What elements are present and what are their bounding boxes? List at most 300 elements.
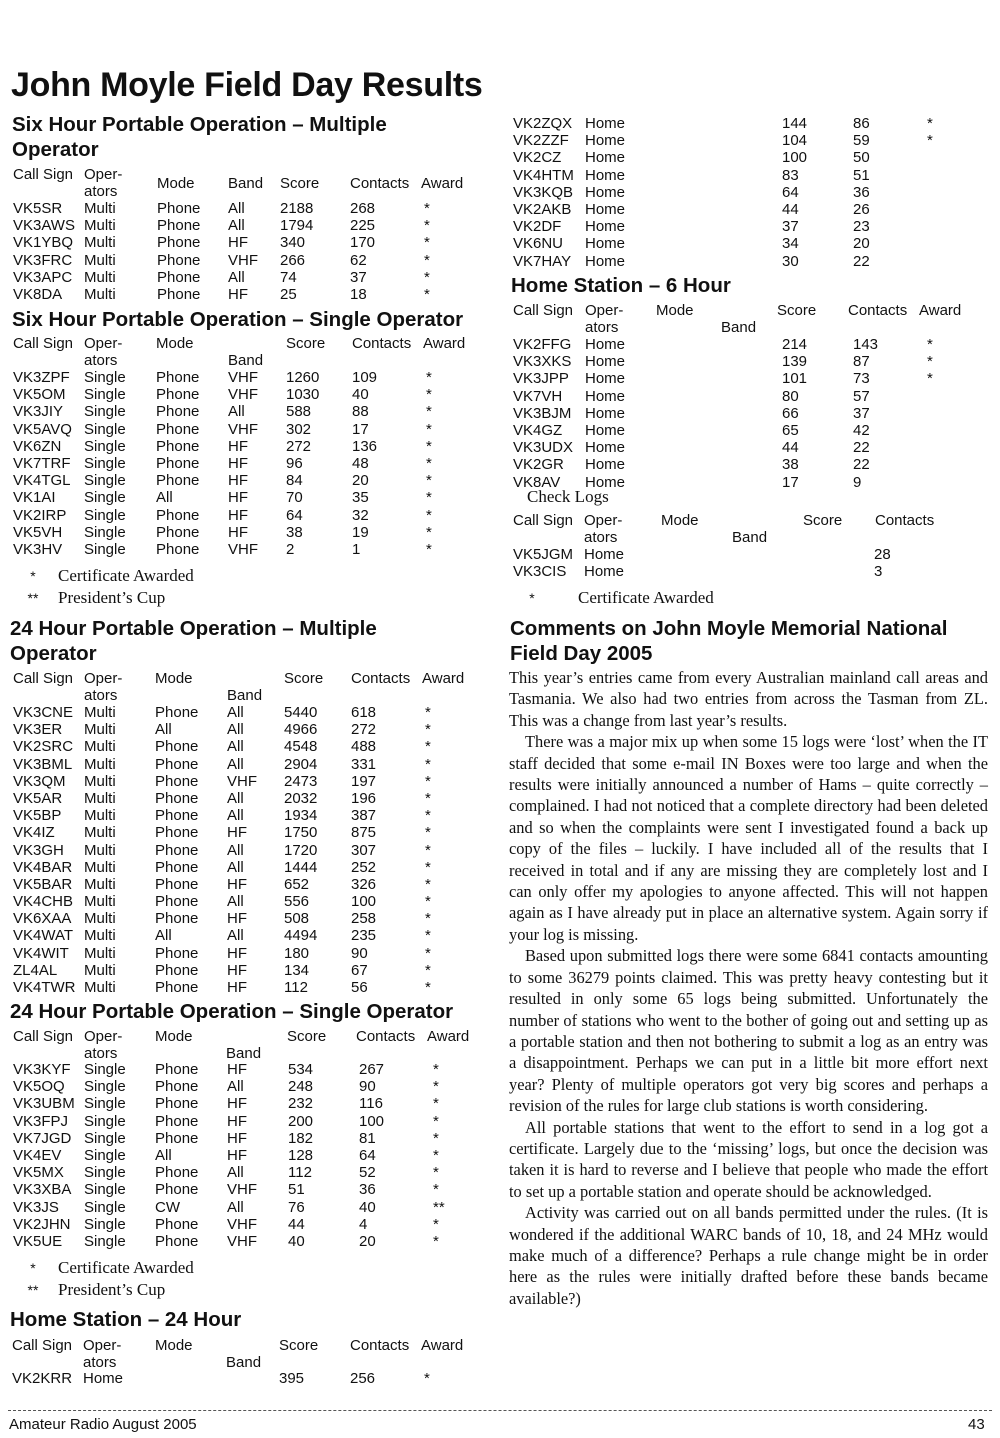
cell-score: 5440 [284,704,318,721]
cell-award: * [425,979,431,996]
cell-mode [660,115,743,132]
cell-operators: Multi [84,927,116,945]
cell-operators: Multi [84,268,116,286]
table-row [13,1095,463,1112]
cell-contacts: 252 [351,858,377,876]
footer-divider [8,1410,992,1411]
cell-score: 44 [288,1215,305,1233]
cell-callsign: VK7VH [513,387,563,405]
cell-contacts: 35 [352,489,369,507]
cell-score: 74 [280,268,297,286]
table-row [13,403,456,420]
cell-band [743,149,782,166]
col-header-callsign: Call Sign [513,302,574,319]
table-row [513,218,957,235]
cell-contacts: 235 [351,927,377,945]
cell-award: * [426,437,432,455]
table-row [13,369,456,386]
table-row [13,910,455,927]
col-header-score: Score [279,1337,319,1354]
col-header-contacts: Contacts [356,1028,416,1045]
cell-award: * [433,1215,439,1233]
cell-callsign: VK3KYF [13,1061,71,1078]
table-row [513,439,957,456]
cell-award: * [425,944,431,962]
col-header-operators: Oper- ators [84,1028,123,1062]
cell-award: * [426,369,432,386]
cell-contacts: 100 [351,893,377,911]
cell-operators: Home [585,218,626,236]
cell-award: * [927,115,933,132]
cell-contacts: 40 [359,1198,376,1216]
cell-callsign: VK6NU [513,235,564,253]
cell-contacts: 100 [359,1112,385,1130]
cell-mode: Phone [156,472,200,490]
cell-callsign: VK5VH [13,523,63,541]
cell-award: * [433,1146,439,1164]
cell-contacts: 59 [853,132,870,150]
cell-contacts: 136 [352,437,378,455]
cell-contacts: 26 [853,200,870,218]
cell-operators: Home [585,183,626,201]
cell-award: * [424,200,430,217]
col-header-score: Score [777,302,817,319]
cell-score: 25 [280,285,297,303]
cell-award: * [424,251,430,269]
table-row [513,184,957,201]
cell-callsign: VK3JS [13,1198,59,1216]
cell-callsign: VK5SR [13,200,63,217]
comments-body [509,667,988,1309]
cell-band [743,474,782,491]
cell-award: * [927,353,933,371]
page-title: John Moyle Field Day Results [11,66,483,104]
cell-operators: Multi [84,789,116,807]
table-row [513,456,957,473]
cell-callsign: VK3ER [13,721,63,739]
cell-mode: Phone [157,285,201,303]
cell-band: All [227,807,244,825]
cell-band: HF [228,234,248,252]
cell-award: * [426,523,432,541]
cell-award [924,184,957,201]
cell-award: * [426,403,432,421]
cell-callsign: VK7TRF [13,454,71,472]
cell-award: * [426,386,432,404]
legend-certificate [8,1257,194,1279]
cell-mode [660,149,743,166]
cell-operators: Multi [84,893,116,911]
cell-award: * [426,540,432,558]
cell-award: * [433,1232,439,1250]
cell-contacts: 90 [359,1078,376,1096]
comments-title: Comments on John Moyle Memorial National Field Day 2005 [510,617,948,665]
cell-score: 652 [284,875,310,893]
cell-callsign: VK5OM [13,386,66,404]
table-row [513,405,957,422]
col-header-mode: Mode [661,512,699,529]
cell-award [924,167,957,184]
col-header-callsign: Call Sign [13,166,74,183]
cell-callsign: VK5UE [13,1232,63,1250]
cell-callsign: VK4WAT [13,927,74,945]
cell-contacts: 40 [352,386,369,404]
table-row [513,546,914,563]
cell-score: 4966 [284,721,318,739]
cell-contacts: 225 [350,217,376,235]
comment-paragraph: There was a major mix up when some 15 logs were ‘lost’ when the IT staff decided that some e-mail IN Boxes were too large and when the results were initially announced a number of Hams – quite correctly – complained. I had not noticed that a complete directory had been deleted and so when the complaints were sent I investigated found a back up copy of the files – luckily. I have included all of the results that I received in total and if any are missing they are completely lost and I can only offer my apologies to anyone affected. This will not happen again as I have already put in place an alternative system. Again sorry if your log is missing. [509,732,988,944]
cell-band: HF [227,1112,247,1130]
cell-score: 40 [288,1232,305,1250]
cell-mode: All [155,1146,172,1164]
cell-operators: Multi [84,285,116,303]
cell-operators: Home [585,456,626,474]
section-title-24-hour-multi: 24 Hour Portable Operation – Multiple Operator [10,617,377,665]
cell-operators: Home [585,115,626,132]
cell-score: 101 [782,370,808,388]
cell-callsign: VK4TGL [13,472,71,490]
cell-score: 64 [782,183,799,201]
cell-mode: Phone [156,369,200,386]
cell-contacts: 17 [352,420,369,438]
cell-callsign: VK4HTM [513,166,574,184]
results-table-home-6-hour [513,336,957,491]
cell-award: * [433,1061,439,1078]
cell-band: All [227,858,244,876]
cell-band: HF [227,875,247,893]
cell-mode [660,336,743,353]
table-row [513,563,914,580]
cell-mode [660,405,743,422]
col-header-contacts: Contacts [351,670,411,687]
cell-callsign: VK3CIS [513,563,567,581]
cell-operators: Multi [84,875,116,893]
table-row [513,336,957,353]
cell-band [743,184,782,201]
results-table-check-logs [513,546,914,580]
cell-award: * [927,132,933,150]
cell-band: VHF [228,386,258,404]
legend-certificate [8,565,194,587]
col-header-operators: Oper- ators [584,512,623,546]
table-row [13,455,456,472]
cell-operators: Home [585,132,626,150]
cell-score: 38 [286,523,303,541]
cell-contacts: 48 [352,454,369,472]
cell-band: HF [227,1146,247,1164]
cell-award: * [425,910,431,928]
cell-operators: Home [585,353,626,371]
cell-award: * [433,1078,439,1096]
cell-operators: Multi [84,772,116,790]
cell-band: HF [227,910,247,928]
cell-award: * [425,841,431,859]
cell-operators: Multi [84,841,116,859]
table-row [13,541,456,558]
cell-score: 340 [280,234,306,252]
cell-callsign: VK2CZ [513,149,562,167]
comment-paragraph: Based upon submitted logs there were some 6841 contacts amounting to some 36279 points claimed. This was pretty heavy contesting but it resulted in only some 65 logs being submitted. Unfortunately the number of stations who went to the bother of going out and setting up as a portable station and then not bothering to submit a log as an entry was a disappointment. Perhaps we can put in a little bit more effort next year? Plenty of multiple operators got very big scores and perhaps a revision of the rules for large club stations is worth considering. [509,946,988,1116]
cell-band [743,456,782,473]
table-row [513,235,957,252]
cell-band: All [227,927,244,945]
cell-operators: Single [84,1061,126,1078]
cell-callsign: VK3BJM [513,404,572,422]
cell-award [924,235,957,252]
cell-band [743,422,782,439]
col-header-score: Score [284,670,324,687]
cell-contacts: 18 [350,285,367,303]
cell-callsign: VK2JHN [13,1215,71,1233]
cell-score: 200 [288,1112,314,1130]
col-header-award: Award [421,175,464,192]
cell-callsign: VK5MX [13,1164,64,1182]
cell-operators: Multi [84,755,116,773]
cell-score: 395 [279,1370,305,1387]
table-row [13,721,455,738]
cell-callsign: VK6XAA [13,910,72,928]
cell-band: All [228,403,245,421]
section-title-six-hour-multi: Six Hour Portable Operation – Multiple Operator [12,113,387,161]
cell-band: All [227,1078,244,1096]
cell-band: HF [228,506,248,524]
cell-contacts: 73 [853,370,870,388]
cell-operators: Home [585,404,626,422]
cell-band: HF [227,824,247,842]
cell-score: 180 [284,944,310,962]
cell-operators: Home [585,149,626,167]
cell-score: 37 [782,218,799,236]
cell-band: All [227,1164,244,1182]
cell-callsign: VK3XKS [513,353,572,371]
comment-paragraph: Activity was carried out on all bands permitted under the rules. (It is wondered if the additional WARC bands of 10, 18, and 24 MHz would make much of a difference? Perhaps a rule change might be in order here as the rules were initially drafted before these bands became available?) [509,1203,988,1308]
cell-operators: Single [84,1164,126,1182]
cell-operators: Multi [84,858,116,876]
legend-presidents-cup [8,587,165,609]
section-title-home-6-hour: Home Station – 6 Hour [511,274,731,297]
cell-callsign: VK8DA [13,285,63,303]
cell-operators: Single [84,386,126,404]
cell-mode: Phone [155,875,199,893]
col-header-band: Band [226,1045,262,1062]
cell-score: 2904 [284,755,318,773]
cell-contacts: 36 [853,183,870,201]
cell-callsign: VK6ZN [13,437,62,455]
cell-operators: Single [84,454,126,472]
col-header-operators: Oper- ators [84,335,123,369]
cell-callsign: VK2SRC [13,738,74,756]
table-row [13,859,455,876]
cell-mode [661,563,732,580]
col-header-mode: Mode [155,670,193,687]
cell-band: All [227,789,244,807]
cell-mode: Phone [156,454,200,472]
cell-band: HF [227,1095,247,1113]
cell-score: 1444 [284,858,318,876]
cell-operators: Multi [84,944,116,962]
footer-page-number: 43 [968,1416,985,1433]
cell-score: 2032 [284,789,318,807]
col-header-mode: Mode [155,1028,193,1045]
cell-mode [660,201,743,218]
table-row [13,286,454,303]
cell-contacts: 488 [351,738,377,756]
cell-award: * [425,755,431,773]
col-header-mode: Mode [656,302,694,319]
cell-score: 65 [782,421,799,439]
cell-award: * [426,489,432,507]
cell-score: 128 [288,1146,314,1164]
cell-award [924,388,957,405]
cell-operators: Home [584,546,625,563]
cell-contacts: 64 [359,1146,376,1164]
comment-paragraph: All portable stations that went to the effort to send in a log got a certificate. Largely due to the ‘missing’ logs, but once the decision was taken it is hard to reverse and I believe that people who made the effort to set up a portable station and operate should be acknowledged. [509,1117,988,1201]
cell-operators: Multi [84,807,116,825]
cell-contacts: 3 [874,563,883,581]
col-header-operators: Oper- ators [585,302,624,336]
cell-mode: Phone [155,704,199,721]
cell-operators: Single [84,1215,126,1233]
cell-operators: Multi [84,251,116,269]
cell-operators: Single [84,1198,126,1216]
col-header-contacts: Contacts [350,175,410,192]
cell-callsign: VK3GH [13,841,64,859]
cell-score: 64 [286,506,303,524]
cell-mode: Phone [155,1232,199,1250]
cell-band: All [227,738,244,756]
cell-callsign: VK3BML [13,755,73,773]
cell-award [924,474,957,491]
cell-callsign: VK7HAY [513,252,572,270]
cell-score: 214 [782,336,808,353]
cell-award: * [424,268,430,286]
cell-contacts: 22 [853,252,870,270]
cell-callsign: VK1YBQ [13,234,74,252]
cell-score: 139 [782,353,808,371]
table-row [13,1199,463,1216]
cell-band: All [227,704,244,721]
cell-award: * [424,217,430,235]
cell-award [924,456,957,473]
cell-operators: Multi [84,910,116,928]
cell-award: * [433,1164,439,1182]
table-row [13,1216,463,1233]
table-row [513,167,957,184]
section-title-six-hour-single: Six Hour Portable Operation – Single Operator [12,308,464,331]
cell-contacts: 23 [853,218,870,236]
col-header-callsign: Call Sign [12,1337,73,1354]
cell-band: All [227,755,244,773]
col-header-award: Award [427,1028,470,1045]
cell-mode: All [155,927,172,945]
table-row [13,234,454,251]
results-table-six-hour-single [13,369,456,558]
cell-mode: Phone [157,234,201,252]
cell-award: * [927,370,933,388]
cell-mode [660,235,743,252]
cell-score: 66 [782,404,799,422]
table-row [513,115,957,132]
table-row [13,1181,463,1198]
cell-score: 4494 [284,927,318,945]
cell-band [743,353,782,370]
cell-mode [660,370,743,387]
cell-score: 76 [288,1198,305,1216]
cell-contacts: 62 [350,251,367,269]
cell-callsign: VK3APC [13,268,73,286]
cell-award: * [433,1095,439,1113]
cell-band: VHF [227,772,257,790]
cell-contacts: 22 [853,439,870,457]
legend-text: Certificate Awarded [58,1258,194,1277]
cell-mode: Phone [156,540,200,558]
cell-operators: Home [584,563,625,581]
table-row [13,1164,463,1181]
table-row [513,253,957,270]
table-row [12,1370,454,1387]
cell-contacts: 50 [853,149,870,167]
cell-mode: Phone [155,1181,199,1199]
footer-publication: Amateur Radio August 2005 [9,1416,197,1433]
cell-award: * [425,875,431,893]
cell-mode: All [155,721,172,739]
cell-band: VHF [228,369,258,386]
cell-mode: Phone [156,403,200,421]
cell-operators: Single [84,472,126,490]
col-header-callsign: Call Sign [513,512,574,529]
cell-mode [660,132,743,149]
table-row [513,132,957,149]
col-header-operators: Oper- ators [84,670,123,704]
cell-operators: Home [585,200,626,218]
table-row [13,472,456,489]
cell-mode: Phone [155,1215,199,1233]
col-header-mode: Mode [156,335,194,352]
cell-award: * [425,927,431,945]
cell-operators: Multi [84,200,116,217]
cell-callsign: VK3HV [13,540,63,558]
table-row [13,704,455,721]
cell-band [743,235,782,252]
cell-contacts: 109 [352,369,378,386]
cell-score: 144 [782,115,808,132]
cell-callsign: VK3UDX [513,439,574,457]
cell-score: 1720 [284,841,318,859]
cell-mode: Phone [156,523,200,541]
legend-text: Certificate Awarded [58,566,194,585]
cell-callsign: VK3QM [13,772,66,790]
table-row [13,1078,463,1095]
cell-mode: Phone [155,738,199,756]
table-row [13,489,456,506]
cell-band: HF [227,944,247,962]
cell-band: All [227,841,244,859]
cell-award: * [433,1181,439,1199]
cell-score: 534 [288,1061,314,1078]
cell-mode: Phone [155,841,199,859]
cell-mode: Phone [156,437,200,455]
cell-score: 248 [288,1078,314,1096]
cell-award [924,253,957,270]
cell-callsign: VK4CHB [13,893,74,911]
cell-callsign: VK1AI [13,489,56,507]
cell-award: * [425,704,431,721]
cell-band: All [228,200,245,217]
cell-award [924,149,957,166]
cell-score: 100 [782,149,808,167]
cell-score: 83 [782,166,799,184]
cell-contacts: 196 [351,789,377,807]
